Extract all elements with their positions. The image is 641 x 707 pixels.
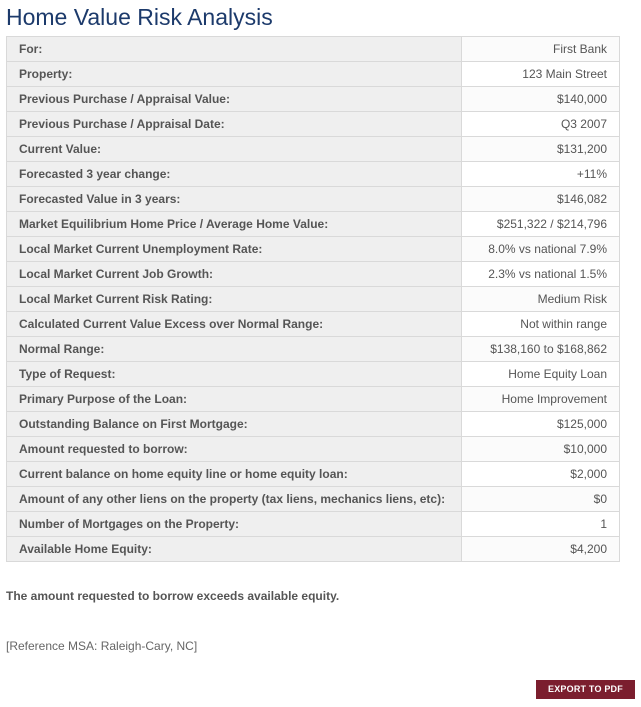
row-label: Local Market Current Risk Rating: bbox=[7, 287, 462, 312]
export-to-pdf-button[interactable]: EXPORT TO PDF bbox=[536, 680, 635, 699]
row-label: For: bbox=[7, 37, 462, 62]
row-label: Previous Purchase / Appraisal Value: bbox=[7, 87, 462, 112]
table-row bbox=[7, 62, 620, 87]
row-value: Home Equity Loan bbox=[462, 362, 620, 387]
row-label: Available Home Equity: bbox=[7, 537, 462, 562]
table-row bbox=[7, 87, 620, 112]
row-label: Type of Request: bbox=[7, 362, 462, 387]
row-label: Current Value: bbox=[7, 137, 462, 162]
row-label: Calculated Current Value Excess over Normal Range: bbox=[7, 312, 462, 337]
row-label: Amount of any other liens on the property (tax liens, mechanics liens, etc): bbox=[7, 487, 462, 512]
row-label: Forecasted 3 year change: bbox=[7, 162, 462, 187]
row-value: Home Improvement bbox=[462, 387, 620, 412]
row-value: Q3 2007 bbox=[462, 112, 620, 137]
table-row bbox=[7, 187, 620, 212]
page-title: Home Value Risk Analysis bbox=[6, 4, 273, 30]
row-value: 2.3% vs national 1.5% bbox=[462, 262, 620, 287]
row-value: 8.0% vs national 7.9% bbox=[462, 237, 620, 262]
table-row bbox=[7, 212, 620, 237]
row-value: +11% bbox=[462, 162, 620, 187]
table-row bbox=[7, 312, 620, 337]
risk-analysis-table-body bbox=[7, 37, 620, 562]
table-row bbox=[7, 437, 620, 462]
row-label: Primary Purpose of the Loan: bbox=[7, 387, 462, 412]
row-value: $251,322 / $214,796 bbox=[462, 212, 620, 237]
row-label: Outstanding Balance on First Mortgage: bbox=[7, 412, 462, 437]
table-row bbox=[7, 537, 620, 562]
table-row bbox=[7, 112, 620, 137]
warning-message: The amount requested to borrow exceeds available equity. bbox=[6, 589, 340, 603]
row-value: $2,000 bbox=[462, 462, 620, 487]
row-label: Amount requested to borrow: bbox=[7, 437, 462, 462]
row-label: Number of Mortgages on the Property: bbox=[7, 512, 462, 537]
row-label: Forecasted Value in 3 years: bbox=[7, 187, 462, 212]
table-row bbox=[7, 262, 620, 287]
table-row bbox=[7, 462, 620, 487]
row-value: $138,160 to $168,862 bbox=[462, 337, 620, 362]
row-label: Previous Purchase / Appraisal Date: bbox=[7, 112, 462, 137]
table-row bbox=[7, 487, 620, 512]
table-row bbox=[7, 362, 620, 387]
row-value: $10,000 bbox=[462, 437, 620, 462]
row-value: 123 Main Street bbox=[462, 62, 620, 87]
row-label: Local Market Current Job Growth: bbox=[7, 262, 462, 287]
row-value: Not within range bbox=[462, 312, 620, 337]
table-row bbox=[7, 37, 620, 62]
row-value: First Bank bbox=[462, 37, 620, 62]
row-value: $140,000 bbox=[462, 87, 620, 112]
table-row bbox=[7, 387, 620, 412]
reference-msa: [Reference MSA: Raleigh-Cary, NC] bbox=[6, 639, 198, 653]
row-value: $146,082 bbox=[462, 187, 620, 212]
row-value: $125,000 bbox=[462, 412, 620, 437]
table-row bbox=[7, 287, 620, 312]
row-value: $0 bbox=[462, 487, 620, 512]
table-row bbox=[7, 512, 620, 537]
table-row bbox=[7, 337, 620, 362]
row-value: 1 bbox=[462, 512, 620, 537]
table-row bbox=[7, 162, 620, 187]
row-label: Market Equilibrium Home Price / Average Home Value: bbox=[7, 212, 462, 237]
table-row bbox=[7, 137, 620, 162]
row-value: Medium Risk bbox=[462, 287, 620, 312]
table-row bbox=[7, 237, 620, 262]
row-label: Current balance on home equity line or home equity loan: bbox=[7, 462, 462, 487]
row-value: $4,200 bbox=[462, 537, 620, 562]
row-label: Property: bbox=[7, 62, 462, 87]
table-row bbox=[7, 412, 620, 437]
row-value: $131,200 bbox=[462, 137, 620, 162]
row-label: Local Market Current Unemployment Rate: bbox=[7, 237, 462, 262]
row-label: Normal Range: bbox=[7, 337, 462, 362]
risk-analysis-table bbox=[6, 36, 620, 562]
